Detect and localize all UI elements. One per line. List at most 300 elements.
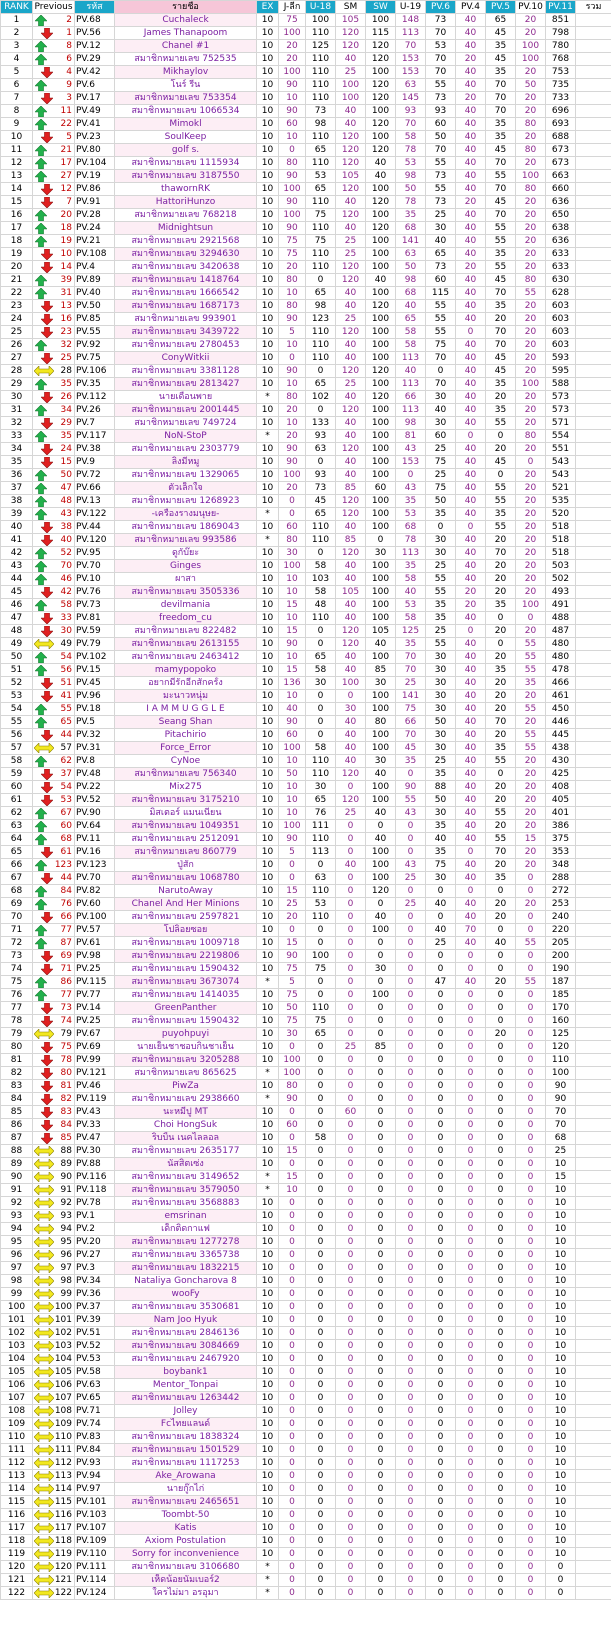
pv4-cell: 20 — [456, 586, 486, 599]
pv10-cell: 100 — [516, 599, 546, 612]
pv5-cell: 0 — [486, 1366, 516, 1379]
pv11-cell: 200 — [546, 950, 576, 963]
arrow-down-icon — [41, 587, 53, 598]
pv5-cell: 20 — [486, 391, 516, 404]
arrow-down-icon — [41, 301, 53, 312]
pv5-cell: 35 — [486, 508, 516, 521]
u19-cell: 0 — [396, 1444, 426, 1457]
total-cell — [576, 1431, 611, 1444]
u19-cell: 58 — [396, 326, 426, 339]
total-cell — [576, 1132, 611, 1145]
table-row — [1, 469, 611, 482]
rank-cell: 75 — [1, 976, 33, 989]
total-cell — [576, 1145, 611, 1158]
sm-cell: 40 — [336, 222, 366, 235]
pv6-cell: 0 — [426, 1522, 456, 1535]
previous-rank: 98 — [60, 1276, 72, 1286]
sw-cell: 0 — [366, 1119, 396, 1132]
previous-rank: 14 — [60, 262, 72, 272]
previous-rank: 28 — [60, 366, 72, 376]
arrow-left-right-icon — [34, 366, 54, 376]
pv11-cell: 90 — [546, 1093, 576, 1106]
table-row — [1, 885, 611, 898]
jl-cell: 0 — [279, 872, 306, 885]
sw-cell: 0 — [366, 1158, 396, 1171]
table-row — [1, 261, 611, 274]
arrow-left-right-icon — [34, 1458, 54, 1468]
total-cell — [576, 1288, 611, 1301]
jl-cell: 0 — [279, 1158, 306, 1171]
table-row — [1, 1067, 611, 1080]
pv10-cell: 0 — [516, 612, 546, 625]
pv11-cell: 10 — [546, 1535, 576, 1548]
pv4-cell: 0 — [456, 1301, 486, 1314]
total-cell — [576, 833, 611, 846]
sm-cell: 0 — [336, 1132, 366, 1145]
code-cell: PV.50 — [75, 300, 115, 313]
arrow-down-icon — [41, 964, 53, 975]
pv5-cell: 70 — [486, 183, 516, 196]
u19-cell: 40 — [396, 300, 426, 313]
sm-cell: 30 — [336, 703, 366, 716]
code-cell: PV.102 — [75, 651, 115, 664]
u18-cell: 0 — [306, 1405, 336, 1418]
sm-cell: 0 — [336, 1366, 366, 1379]
previous-rank: 4 — [66, 67, 72, 77]
previous-cell — [33, 1535, 75, 1548]
total-cell — [576, 170, 611, 183]
sm-cell: 0 — [336, 1444, 366, 1457]
table-row — [1, 1132, 611, 1145]
pv11-cell: 521 — [546, 482, 576, 495]
rank-cell: 68 — [1, 885, 33, 898]
ex-cell: 10 — [257, 651, 279, 664]
pv11-cell: 445 — [546, 729, 576, 742]
jl-cell: 0 — [279, 924, 306, 937]
previous-rank: 96 — [60, 1250, 72, 1260]
u18-cell: 0 — [306, 1288, 336, 1301]
arrow-left-right-icon — [34, 1146, 54, 1156]
table-row — [1, 898, 611, 911]
sm-cell: 0 — [336, 1535, 366, 1548]
pv11-cell: 190 — [546, 963, 576, 976]
table-row — [1, 937, 611, 950]
sw-cell: 0 — [366, 1522, 396, 1535]
previous-rank: 17 — [60, 158, 72, 168]
previous-rank: 61 — [60, 847, 72, 857]
previous-cell — [33, 365, 75, 378]
u19-cell: 58 — [396, 131, 426, 144]
ex-cell: 10 — [257, 547, 279, 560]
rank-cell: 20 — [1, 261, 33, 274]
sm-cell: 40 — [336, 716, 366, 729]
pv6-cell: 30 — [426, 807, 456, 820]
pv4-cell: 0 — [456, 1028, 486, 1041]
arrow-up-icon — [35, 210, 47, 221]
u18-cell: 110 — [306, 885, 336, 898]
sm-cell: 0 — [336, 1028, 366, 1041]
pv11-cell: 571 — [546, 417, 576, 430]
u19-cell: 78 — [396, 144, 426, 157]
ex-cell: 10 — [257, 638, 279, 651]
previous-cell — [33, 651, 75, 664]
pv10-cell: 20 — [516, 339, 546, 352]
table-row — [1, 66, 611, 79]
pv4-cell: 40 — [456, 742, 486, 755]
ex-cell: 10 — [257, 1236, 279, 1249]
previous-cell — [33, 534, 75, 547]
u18-cell: 0 — [306, 1301, 336, 1314]
rank-cell: 46 — [1, 599, 33, 612]
pv11-cell: 253 — [546, 898, 576, 911]
ex-cell: 10 — [257, 963, 279, 976]
pv11-cell: 10 — [546, 1236, 576, 1249]
u18-cell: 73 — [306, 482, 336, 495]
table-row — [1, 27, 611, 40]
ex-cell: 10 — [257, 833, 279, 846]
jl-cell: 50 — [279, 768, 306, 781]
pv6-cell: 55 — [426, 326, 456, 339]
pv11-cell: 185 — [546, 989, 576, 1002]
u19-cell: 66 — [396, 391, 426, 404]
pv5-cell: 0 — [486, 469, 516, 482]
u19-cell: 0 — [396, 924, 426, 937]
pv11-cell: 160 — [546, 1015, 576, 1028]
pv4-cell: 0 — [456, 1119, 486, 1132]
pv5-cell: 35 — [486, 300, 516, 313]
previous-cell — [33, 313, 75, 326]
pv5-cell: 45 — [486, 53, 516, 66]
pv5-cell: 70 — [486, 339, 516, 352]
table-row — [1, 222, 611, 235]
name-cell: Chanel And Her Minions — [115, 898, 257, 911]
pv5-cell: 20 — [486, 911, 516, 924]
previous-rank: 56 — [60, 665, 72, 675]
sm-cell: 25 — [336, 66, 366, 79]
jl-cell: 0 — [279, 1197, 306, 1210]
total-cell — [576, 1340, 611, 1353]
jl-cell: 0 — [279, 1405, 306, 1418]
pv5-cell: 20 — [486, 976, 516, 989]
total-cell — [576, 534, 611, 547]
pv10-cell: 20 — [516, 794, 546, 807]
arrow-down-icon — [41, 873, 53, 884]
sm-cell: 25 — [336, 1041, 366, 1054]
pv4-cell: 40 — [456, 612, 486, 625]
total-cell — [576, 625, 611, 638]
arrow-up-icon — [35, 236, 47, 247]
code-cell: PV.78 — [75, 1197, 115, 1210]
sw-cell: 100 — [366, 521, 396, 534]
pv5-cell: 0 — [486, 1379, 516, 1392]
arrow-down-icon — [41, 730, 53, 741]
pv10-cell: 0 — [516, 1587, 546, 1600]
sm-cell: 105 — [336, 586, 366, 599]
pv6-cell: 0 — [426, 1535, 456, 1548]
u18-cell: 110 — [306, 66, 336, 79]
pv6-cell: 25 — [426, 209, 456, 222]
u19-cell: 0 — [396, 469, 426, 482]
jl-cell: 75 — [279, 1015, 306, 1028]
previous-rank: 97 — [60, 1263, 72, 1273]
previous-cell — [33, 1054, 75, 1067]
previous-cell — [33, 1080, 75, 1093]
arrow-left-right-icon — [34, 1172, 54, 1182]
name-cell: สมาชิกหมายเลข 3579050 — [115, 1184, 257, 1197]
u18-cell: 0 — [306, 1145, 336, 1158]
name-cell: สมาชิกหมายเลข 753354 — [115, 92, 257, 105]
previous-rank: 73 — [60, 1003, 72, 1013]
u19-cell: 0 — [396, 1067, 426, 1080]
rank-cell: 52 — [1, 677, 33, 690]
previous-rank: 90 — [60, 1172, 72, 1182]
u18-cell: 0 — [306, 729, 336, 742]
u19-cell: 53 — [396, 599, 426, 612]
table-row — [1, 300, 611, 313]
previous-cell — [33, 664, 75, 677]
u18-cell: 0 — [306, 1561, 336, 1574]
jl-cell: 0 — [279, 1236, 306, 1249]
u19-cell: 58 — [396, 612, 426, 625]
pv10-cell: 20 — [516, 469, 546, 482]
ex-cell: 10 — [257, 716, 279, 729]
sw-cell: 120 — [366, 365, 396, 378]
pv11-cell: 10 — [546, 1249, 576, 1262]
previous-rank: 13 — [60, 301, 72, 311]
arrow-left-right-icon — [34, 1419, 54, 1429]
jl-cell: 0 — [279, 1392, 306, 1405]
header-row — [1, 1, 611, 14]
previous-cell — [33, 118, 75, 131]
ex-cell: 10 — [257, 287, 279, 300]
previous-cell — [33, 950, 75, 963]
name-cell: สมาชิกหมายเลข 2219806 — [115, 950, 257, 963]
u19-cell: 0 — [396, 1145, 426, 1158]
pv6-cell: 30 — [426, 222, 456, 235]
pv4-cell: 0 — [456, 1496, 486, 1509]
ex-cell: 10 — [257, 1535, 279, 1548]
pv10-cell: 0 — [516, 924, 546, 937]
u18-cell: 110 — [306, 612, 336, 625]
u19-cell: 66 — [396, 716, 426, 729]
pv11-cell: 480 — [546, 651, 576, 664]
arrow-left-right-icon — [34, 1302, 54, 1312]
previous-rank: 81 — [60, 1081, 72, 1091]
sm-cell: 120 — [336, 443, 366, 456]
jl-cell: 0 — [279, 1314, 306, 1327]
pv10-cell: 0 — [516, 1236, 546, 1249]
u19-cell: 0 — [396, 1379, 426, 1392]
rank-cell: 34 — [1, 443, 33, 456]
pv4-cell: 20 — [456, 261, 486, 274]
sw-cell: 40 — [366, 638, 396, 651]
name-cell: สมาชิกหมายเลข 993901 — [115, 313, 257, 326]
arrow-up-icon — [35, 223, 47, 234]
jl-cell: 10 — [279, 794, 306, 807]
code-cell: PV.58 — [75, 1366, 115, 1379]
sw-cell: 0 — [366, 1405, 396, 1418]
pv4-cell: 40 — [456, 27, 486, 40]
previous-cell — [33, 1249, 75, 1262]
rank-cell: 53 — [1, 690, 33, 703]
total-cell — [576, 781, 611, 794]
u18-cell: 0 — [306, 1327, 336, 1340]
sw-cell: 0 — [366, 1431, 396, 1444]
previous-rank: 85 — [60, 1133, 72, 1143]
previous-rank: 47 — [60, 483, 72, 493]
name-cell: สมาชิกหมายเลข 768218 — [115, 209, 257, 222]
jl-cell: 90 — [279, 196, 306, 209]
u19-cell: 0 — [396, 1509, 426, 1522]
pv10-cell: 20 — [516, 846, 546, 859]
jl-cell: 0 — [279, 1301, 306, 1314]
table-row — [1, 703, 611, 716]
pv11-cell: 798 — [546, 27, 576, 40]
ex-cell: 10 — [257, 196, 279, 209]
pv4-cell: 40 — [456, 807, 486, 820]
pv5-cell: 0 — [486, 1184, 516, 1197]
arrow-down-icon — [41, 1042, 53, 1053]
sm-cell: 0 — [336, 872, 366, 885]
sw-cell: 40 — [366, 274, 396, 287]
previous-rank: 22 — [60, 119, 72, 129]
pv5-cell: 0 — [486, 1067, 516, 1080]
u18-cell: 102 — [306, 391, 336, 404]
ex-cell: * — [257, 430, 279, 443]
previous-rank: 46 — [60, 574, 72, 584]
u18-cell: 75 — [306, 209, 336, 222]
sw-cell: 100 — [366, 183, 396, 196]
rank-cell: 13 — [1, 170, 33, 183]
arrow-left-right-icon — [34, 1237, 54, 1247]
total-cell — [576, 586, 611, 599]
arrow-up-icon — [35, 106, 47, 117]
previous-cell — [33, 1470, 75, 1483]
code-cell: PV.52 — [75, 1340, 115, 1353]
previous-cell — [33, 105, 75, 118]
previous-rank: 52 — [60, 548, 72, 558]
arrow-up-icon — [35, 275, 47, 286]
rank-cell: 63 — [1, 820, 33, 833]
sm-cell: 25 — [336, 807, 366, 820]
total-cell — [576, 677, 611, 690]
ex-cell: 10 — [257, 235, 279, 248]
previous-rank: 118 — [54, 1536, 72, 1546]
pv6-cell: 40 — [426, 235, 456, 248]
sm-cell: 0 — [336, 1496, 366, 1509]
u18-cell: 0 — [306, 1106, 336, 1119]
pv6-cell: 70 — [426, 66, 456, 79]
ex-cell: 10 — [257, 209, 279, 222]
jl-cell: 10 — [279, 690, 306, 703]
arrow-up-icon — [35, 704, 47, 715]
ex-cell: 10 — [257, 27, 279, 40]
sw-cell: 100 — [366, 742, 396, 755]
code-cell: PV.68 — [75, 14, 115, 27]
pv4-cell: 0 — [456, 1340, 486, 1353]
header-code: รหัส — [75, 1, 115, 14]
pv10-cell: 80 — [516, 274, 546, 287]
code-cell: PV.110 — [75, 1548, 115, 1561]
rank-cell: 16 — [1, 209, 33, 222]
jl-cell: 100 — [279, 820, 306, 833]
total-cell — [576, 352, 611, 365]
previous-rank: 3 — [66, 93, 72, 103]
jl-cell: 90 — [279, 456, 306, 469]
pv4-cell: 40 — [456, 222, 486, 235]
arrow-left-right-icon — [34, 1549, 54, 1559]
pv11-cell: 240 — [546, 911, 576, 924]
name-cell: เด็กติดกาแฟ — [115, 1223, 257, 1236]
pv11-cell: 673 — [546, 157, 576, 170]
pv4-cell: 0 — [456, 1431, 486, 1444]
sw-cell: 0 — [366, 534, 396, 547]
pv4-cell: 40 — [456, 898, 486, 911]
pv10-cell: 20 — [516, 534, 546, 547]
rank-cell: 114 — [1, 1483, 33, 1496]
sw-cell: 100 — [366, 560, 396, 573]
pv11-cell: 10 — [546, 1301, 576, 1314]
u18-cell: 98 — [306, 300, 336, 313]
pv6-cell: 47 — [426, 976, 456, 989]
pv5-cell: 20 — [486, 1028, 516, 1041]
code-cell: PV.97 — [75, 1483, 115, 1496]
total-cell — [576, 300, 611, 313]
table-row — [1, 79, 611, 92]
pv4-cell: 40 — [456, 144, 486, 157]
sm-cell: 120 — [336, 157, 366, 170]
sm-cell: 0 — [336, 1158, 366, 1171]
name-cell: นะหมี่ปู MT — [115, 1106, 257, 1119]
rank-cell: 14 — [1, 183, 33, 196]
u19-cell: 58 — [396, 339, 426, 352]
pv4-cell: 40 — [456, 664, 486, 677]
ex-cell: 10 — [257, 1405, 279, 1418]
pv11-cell: 518 — [546, 534, 576, 547]
total-cell — [576, 209, 611, 222]
jl-cell: 60 — [279, 1119, 306, 1132]
previous-cell — [33, 92, 75, 105]
sw-cell: 0 — [366, 1132, 396, 1145]
ex-cell: 10 — [257, 469, 279, 482]
u18-cell: 110 — [306, 911, 336, 924]
table-row — [1, 1496, 611, 1509]
sw-cell: 0 — [366, 820, 396, 833]
arrow-left-right-icon — [34, 1497, 54, 1507]
pv11-cell: 650 — [546, 209, 576, 222]
pv6-cell: 0 — [426, 1236, 456, 1249]
sw-cell: 120 — [366, 196, 396, 209]
jl-cell: 80 — [279, 534, 306, 547]
pv11-cell: 425 — [546, 768, 576, 781]
u19-cell: 145 — [396, 92, 426, 105]
u19-cell: 0 — [396, 885, 426, 898]
table-row — [1, 313, 611, 326]
jl-cell: 90 — [279, 833, 306, 846]
total-cell — [576, 105, 611, 118]
pv5-cell: 55 — [486, 261, 516, 274]
code-cell: PV.109 — [75, 1535, 115, 1548]
pv4-cell: 0 — [456, 1158, 486, 1171]
previous-cell — [33, 482, 75, 495]
rank-cell: 23 — [1, 300, 33, 313]
previous-rank: 75 — [60, 1042, 72, 1052]
total-cell — [576, 859, 611, 872]
table-row — [1, 274, 611, 287]
arrow-left-right-icon — [34, 1185, 54, 1195]
previous-cell — [33, 885, 75, 898]
sm-cell: 105 — [336, 170, 366, 183]
